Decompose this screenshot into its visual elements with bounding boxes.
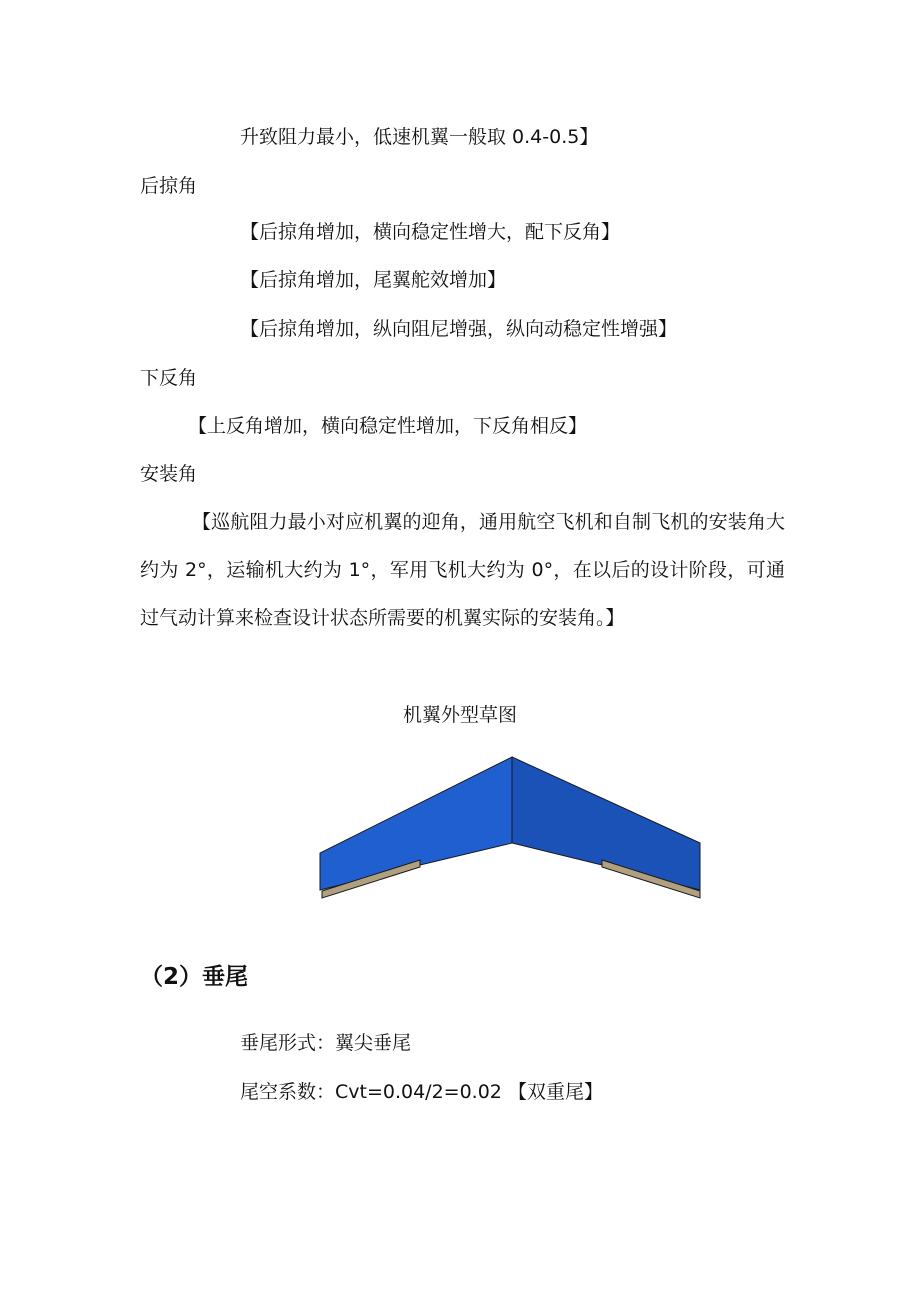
sweep-note-lateral-stability: 【后掠角增加，横向稳定性增大，配下反角】: [240, 221, 621, 243]
figure-caption: 机翼外型草图: [402, 704, 517, 726]
vertical-tail-coefficient: 尾空系数：Cvt=0.04/2=0.02 【双重尾】: [240, 1081, 603, 1103]
sweep-angle-label: 后掠角: [140, 175, 198, 197]
sweep-note-tail-effectiveness: 【后掠角增加，尾翼舵效增加】: [240, 269, 507, 291]
section-heading-vertical-tail: （2）垂尾: [140, 964, 249, 990]
incidence-angle-label: 安装角: [140, 463, 198, 485]
anhedral-note: 【上反角增加，横向稳定性增加，下反角相反】: [188, 415, 588, 437]
sweep-note-longitudinal-damping: 【后掠角增加，纵向阻尼增强，纵向动稳定性增强】: [240, 318, 678, 340]
anhedral-label: 下反角: [140, 367, 198, 389]
left-wing-panel: [320, 757, 512, 890]
incidence-angle-paragraph: 【巡航阻力最小对应机翼的迎角，通用航空飞机和自制飞机的安装角大约为 2°，运输机大约为 1°，军用飞机大约为 0°，在以后的设计阶段，可通过气动计算来检查设计状态所需要的机翼实际的安装角。】: [140, 511, 785, 629]
wing-sketch-figure: [300, 745, 720, 910]
vertical-tail-form: 垂尾形式：翼尖垂尾: [240, 1032, 412, 1054]
right-wing-panel: [512, 757, 700, 890]
taper-ratio-note: 升致阻力最小，低速机翼一般取 0.4-0.5】: [240, 126, 599, 148]
